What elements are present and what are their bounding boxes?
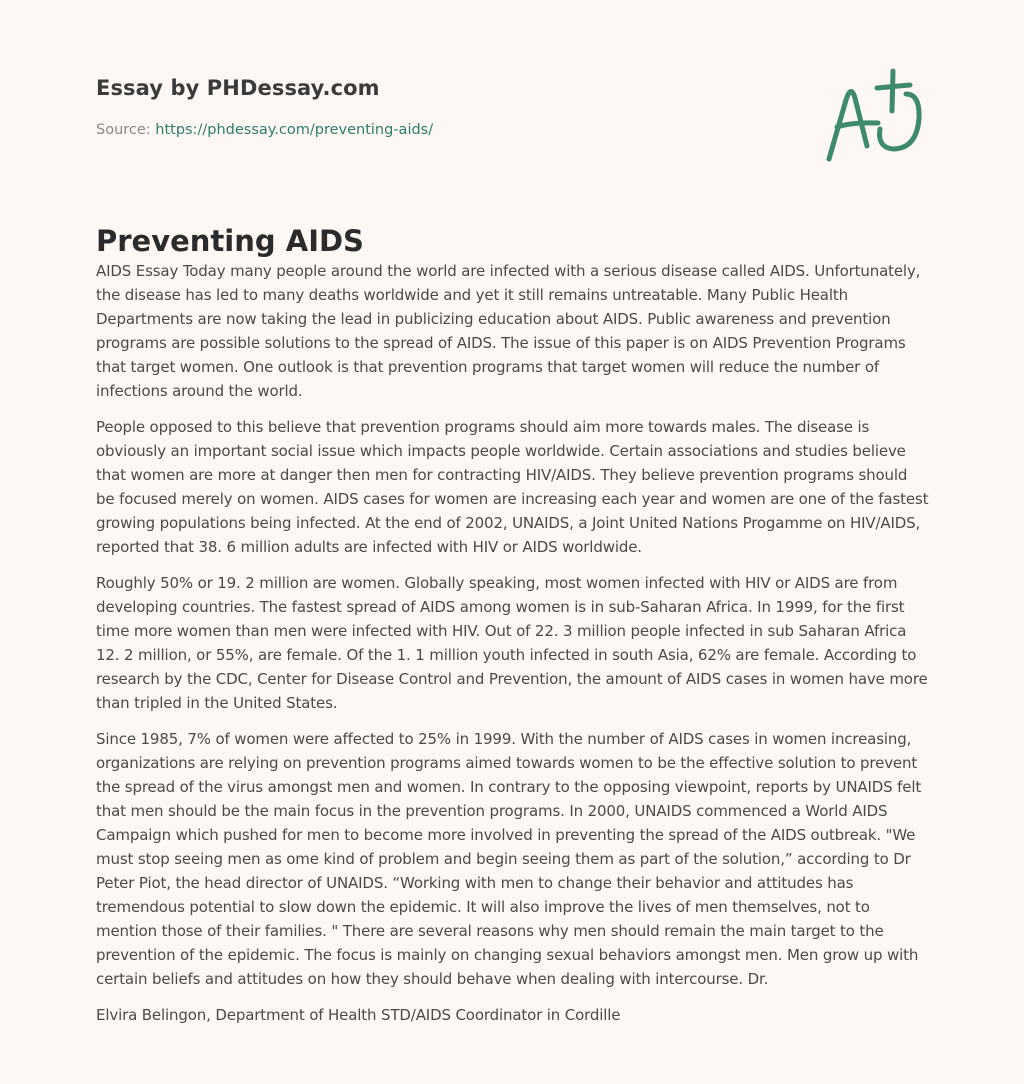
paragraph: People opposed to this believe that prevention programs should aim more towards males. The disease is obviously an important social issue which impacts people worldwide. Certain associations and studies believe that women are more at danger then men for contracting HIV/AIDS. They believe prevention programs should be focused merely on women. AIDS cases for women are increasing each year and women are one of the fastest growing populations being infected. At the end of 2002, UNAIDS, a Joint United Nations Progamme on HIV/AIDS, reported that 38. 6 million adults are infected with HIV or AIDS worldwide. — [96, 418, 929, 556]
paragraph: Elvira Belingon, Department of Health STD/AIDS Coordinator in Cordille — [96, 1006, 621, 1024]
source-label: Source: — [96, 122, 151, 138]
site-title: Essay by PHDessay.com — [96, 76, 380, 100]
essay-title: Preventing AIDS — [96, 224, 364, 258]
source-link[interactable]: https://phdessay.com/preventing-aids/ — [155, 122, 434, 138]
paragraph: AIDS Essay Today many people around the world are infected with a serious disease called AIDS. Unfortunately, the disease has led to many deaths worldwide and yet it still remains untreatable. Many Public Health Departments are now taking the lead in publicizing education about AIDS. Public awareness and prevention programs are possible solutions to the spread of AIDS. The issue of this paper is on AIDS Prevention Programs that target women. One outlook is that prevention programs that target women will reduce the number of infections around the world. — [96, 262, 921, 400]
essay-body — [96, 259, 930, 1039]
a-plus-grade-icon — [820, 66, 930, 166]
source-line — [96, 122, 433, 138]
page-header — [96, 76, 433, 138]
paragraph: Since 1985, 7% of women were affected to 25% in 1999. With the number of AIDS cases in women increasing, organizations are relying on prevention programs aimed towards women to be the effective solution to prevent the spread of the virus amongst men and women. In contrary to the opposing viewpoint, reports by UNAIDS felt that men should be the main focus in the prevention programs. In 2000, UNAIDS commenced a World AIDS Campaign which pushed for men to become more involved in preventing the spread of the AIDS outbreak. "We must stop seeing men as ome kind of problem and begin seeing them as part of the solution,” according to Dr Peter Piot, the head director of UNAIDS. “Working with men to change their behavior and attitudes has tremendous potential to slow down the epidemic. It will also improve the lives of men themselves, not to mention those of their families. " There are several reasons why men should remain the main target to the prevention of the epidemic. The focus is mainly on changing sexual behaviors amongst men. Men grow up with certain beliefs and attitudes on how they should behave when dealing with intercourse. Dr. — [96, 730, 922, 988]
paragraph: Roughly 50% or 19. 2 million are women. Globally speaking, most women infected with HIV or AIDS are from developing countries. The fastest spread of AIDS among women is in sub-Saharan Africa. In 1999, for the first time more women than men were infected with HIV. Out of 22. 3 million people infected in sub Saharan Africa 12. 2 million, or 55%, are female. Of the 1. 1 million youth infected in south Asia, 62% are female. According to research by the CDC, Center for Disease Control and Prevention, the amount of AIDS cases in women have more than tripled in the United States. — [96, 574, 928, 712]
